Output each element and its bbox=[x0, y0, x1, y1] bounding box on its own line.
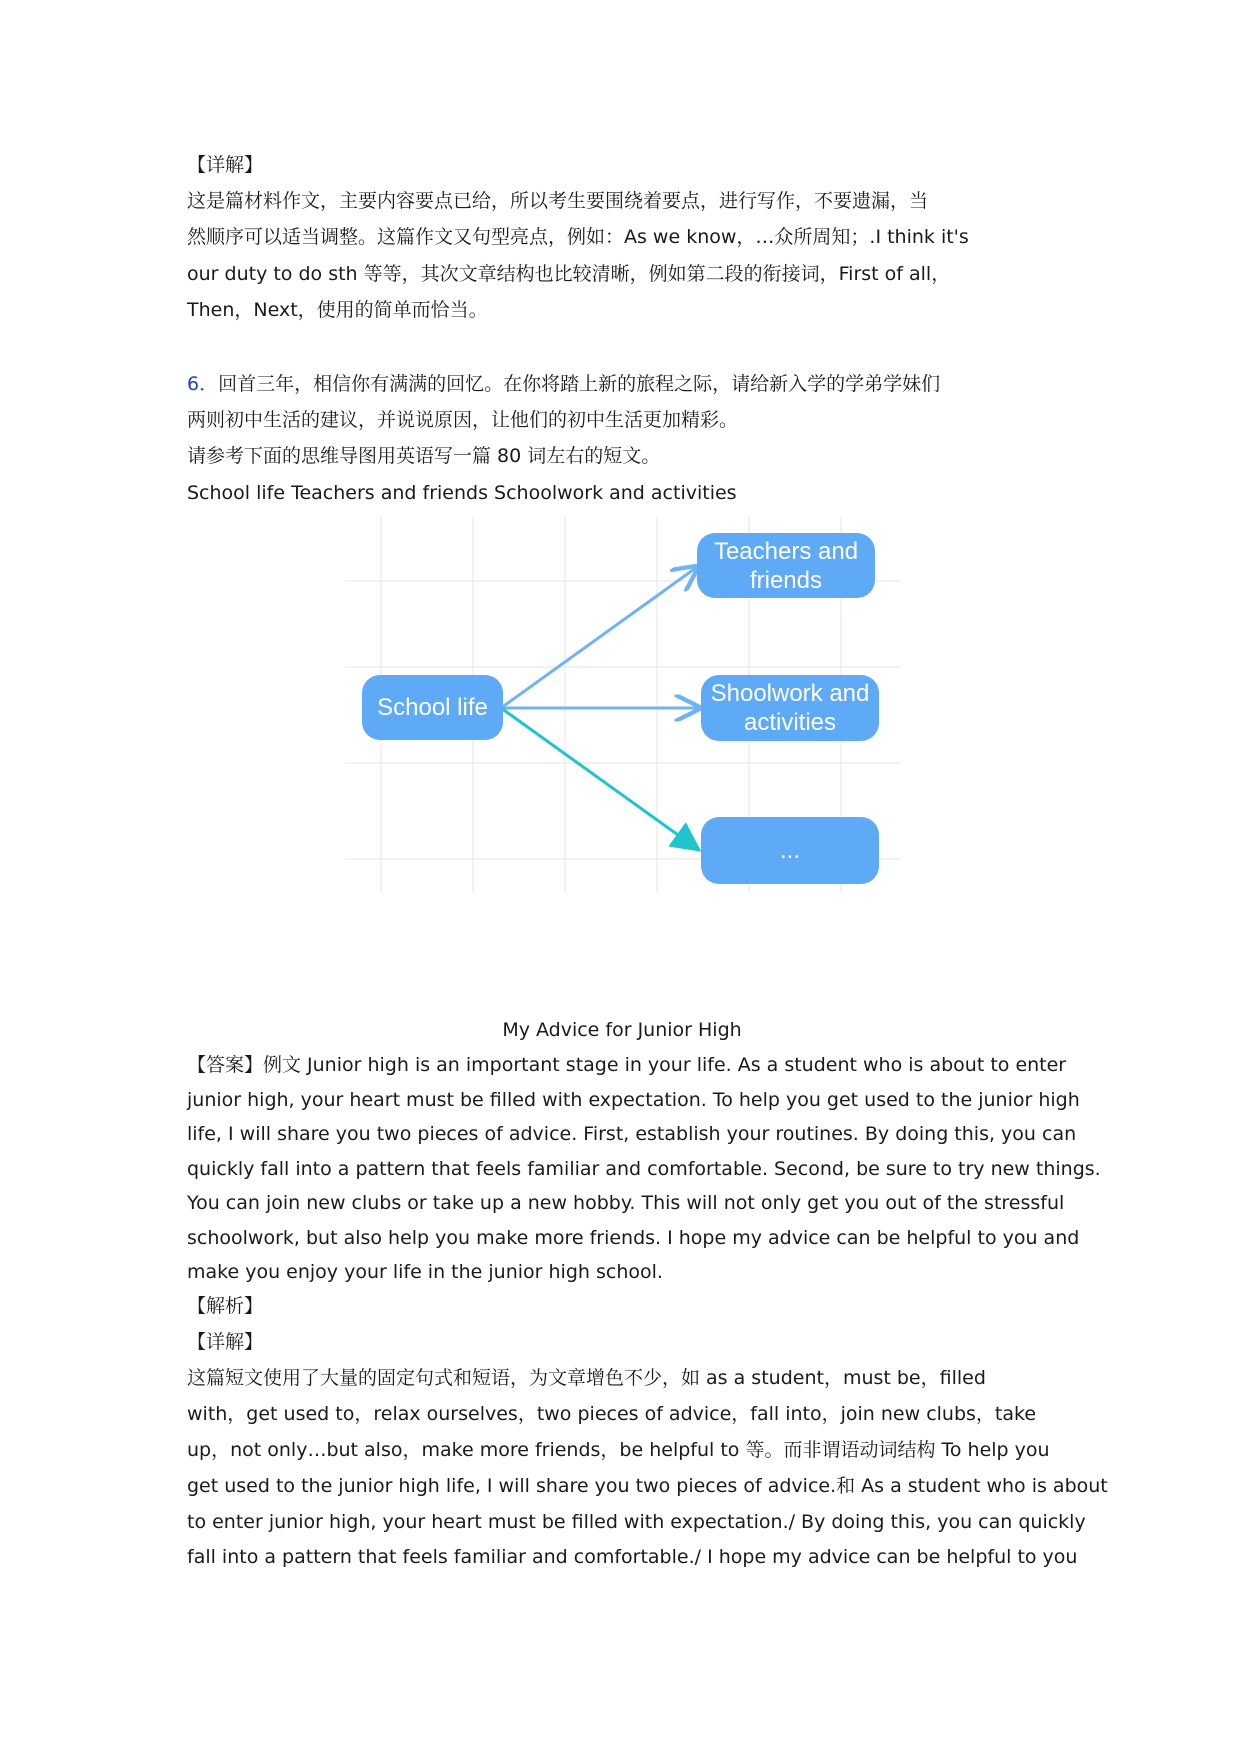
question-line-4: School life Teachers and friends Schoolwork and activities bbox=[187, 482, 737, 504]
analysis-detail-header: 【详解】 bbox=[187, 1331, 264, 1353]
arrow-to-branch-3 bbox=[501, 708, 699, 850]
detail-header: 【详解】 bbox=[187, 154, 264, 176]
analysis-line-2: with，get used to，relax ourselves，two pieces of advice，fall into，join new clubs，take bbox=[187, 1403, 1037, 1425]
detail-line-1: 这是篇材料作文，主要内容要点已给，所以考生要围绕着要点，进行写作，不要遗漏，当 bbox=[187, 190, 929, 212]
question-text-1: 回首三年，相信你有满满的回忆。在你将踏上新的旅程之际，请给新入学的学弟学妹们 bbox=[218, 373, 941, 395]
essay-line-2: junior high, your heart must be filled with expectation. To help you get used to the junior high bbox=[187, 1089, 1080, 1111]
essay-line-6: schoolwork, but also help you make more friends. I hope my advice can be helpful to you and bbox=[187, 1227, 1080, 1249]
node-teachers-and-friends: Teachers and friends bbox=[697, 533, 875, 598]
analysis-line-5: to enter junior high, your heart must be filled with expectation./ By doing this, you can quickly bbox=[187, 1511, 1086, 1533]
question-line-1 bbox=[187, 372, 1057, 396]
analysis-line-3: up，not only…but also，make more friends，be helpful to 等。而非谓语动词结构 To help you bbox=[187, 1439, 1050, 1461]
essay-line-4: quickly fall into a pattern that feels familiar and comfortable. Second, be sure to try new things. bbox=[187, 1158, 1101, 1180]
mind-map bbox=[345, 517, 900, 893]
essay-line-3: life, I will share you two pieces of advice. First, establish your routines. By doing this, you can bbox=[187, 1123, 1077, 1145]
node-more: ... bbox=[701, 817, 879, 884]
analysis-line-6: fall into a pattern that feels familiar and comfortable./ I hope my advice can be helpful to you bbox=[187, 1546, 1078, 1568]
essay-line-7: make you enjoy your life in the junior high school. bbox=[187, 1261, 663, 1283]
detail-line-4: Then，Next，使用的简单而恰当。 bbox=[187, 299, 488, 321]
essay-title: My Advice for Junior High bbox=[502, 1019, 742, 1041]
node-school-life: School life bbox=[362, 675, 503, 740]
node-schoolwork-and-activities: Shoolwork and activities bbox=[701, 675, 879, 741]
detail-line-3: our duty to do sth 等等，其次文章结构也比较清晰，例如第二段的衔接词，First of all， bbox=[187, 263, 951, 285]
analysis-line-4: get used to the junior high life, I will share you two pieces of advice.和 As a student who is about bbox=[187, 1475, 1108, 1497]
question-number: 6． bbox=[187, 373, 219, 395]
essay-line-1: 【答案】例文 Junior high is an important stage in your life. As a student who is about to enter bbox=[187, 1054, 1067, 1076]
question-line-2: 两则初中生活的建议，并说说原因，让他们的初中生活更加精彩。 bbox=[187, 409, 739, 431]
arrow-to-branch-1 bbox=[501, 567, 697, 708]
analysis-header: 【解析】 bbox=[187, 1295, 264, 1317]
detail-line-2: 然顺序可以适当调整。这篇作文又句型亮点，例如：As we know，…众所周知；.I think it's bbox=[187, 226, 969, 248]
essay-line-5: You can join new clubs or take up a new hobby. This will not only get you out of the stressful bbox=[187, 1192, 1065, 1214]
question-line-3: 请参考下面的思维导图用英语写一篇 80 词左右的短文。 bbox=[187, 445, 661, 467]
analysis-line-1: 这篇短文使用了大量的固定句式和短语，为文章增色不少，如 as a student，must be，filled bbox=[187, 1367, 986, 1389]
